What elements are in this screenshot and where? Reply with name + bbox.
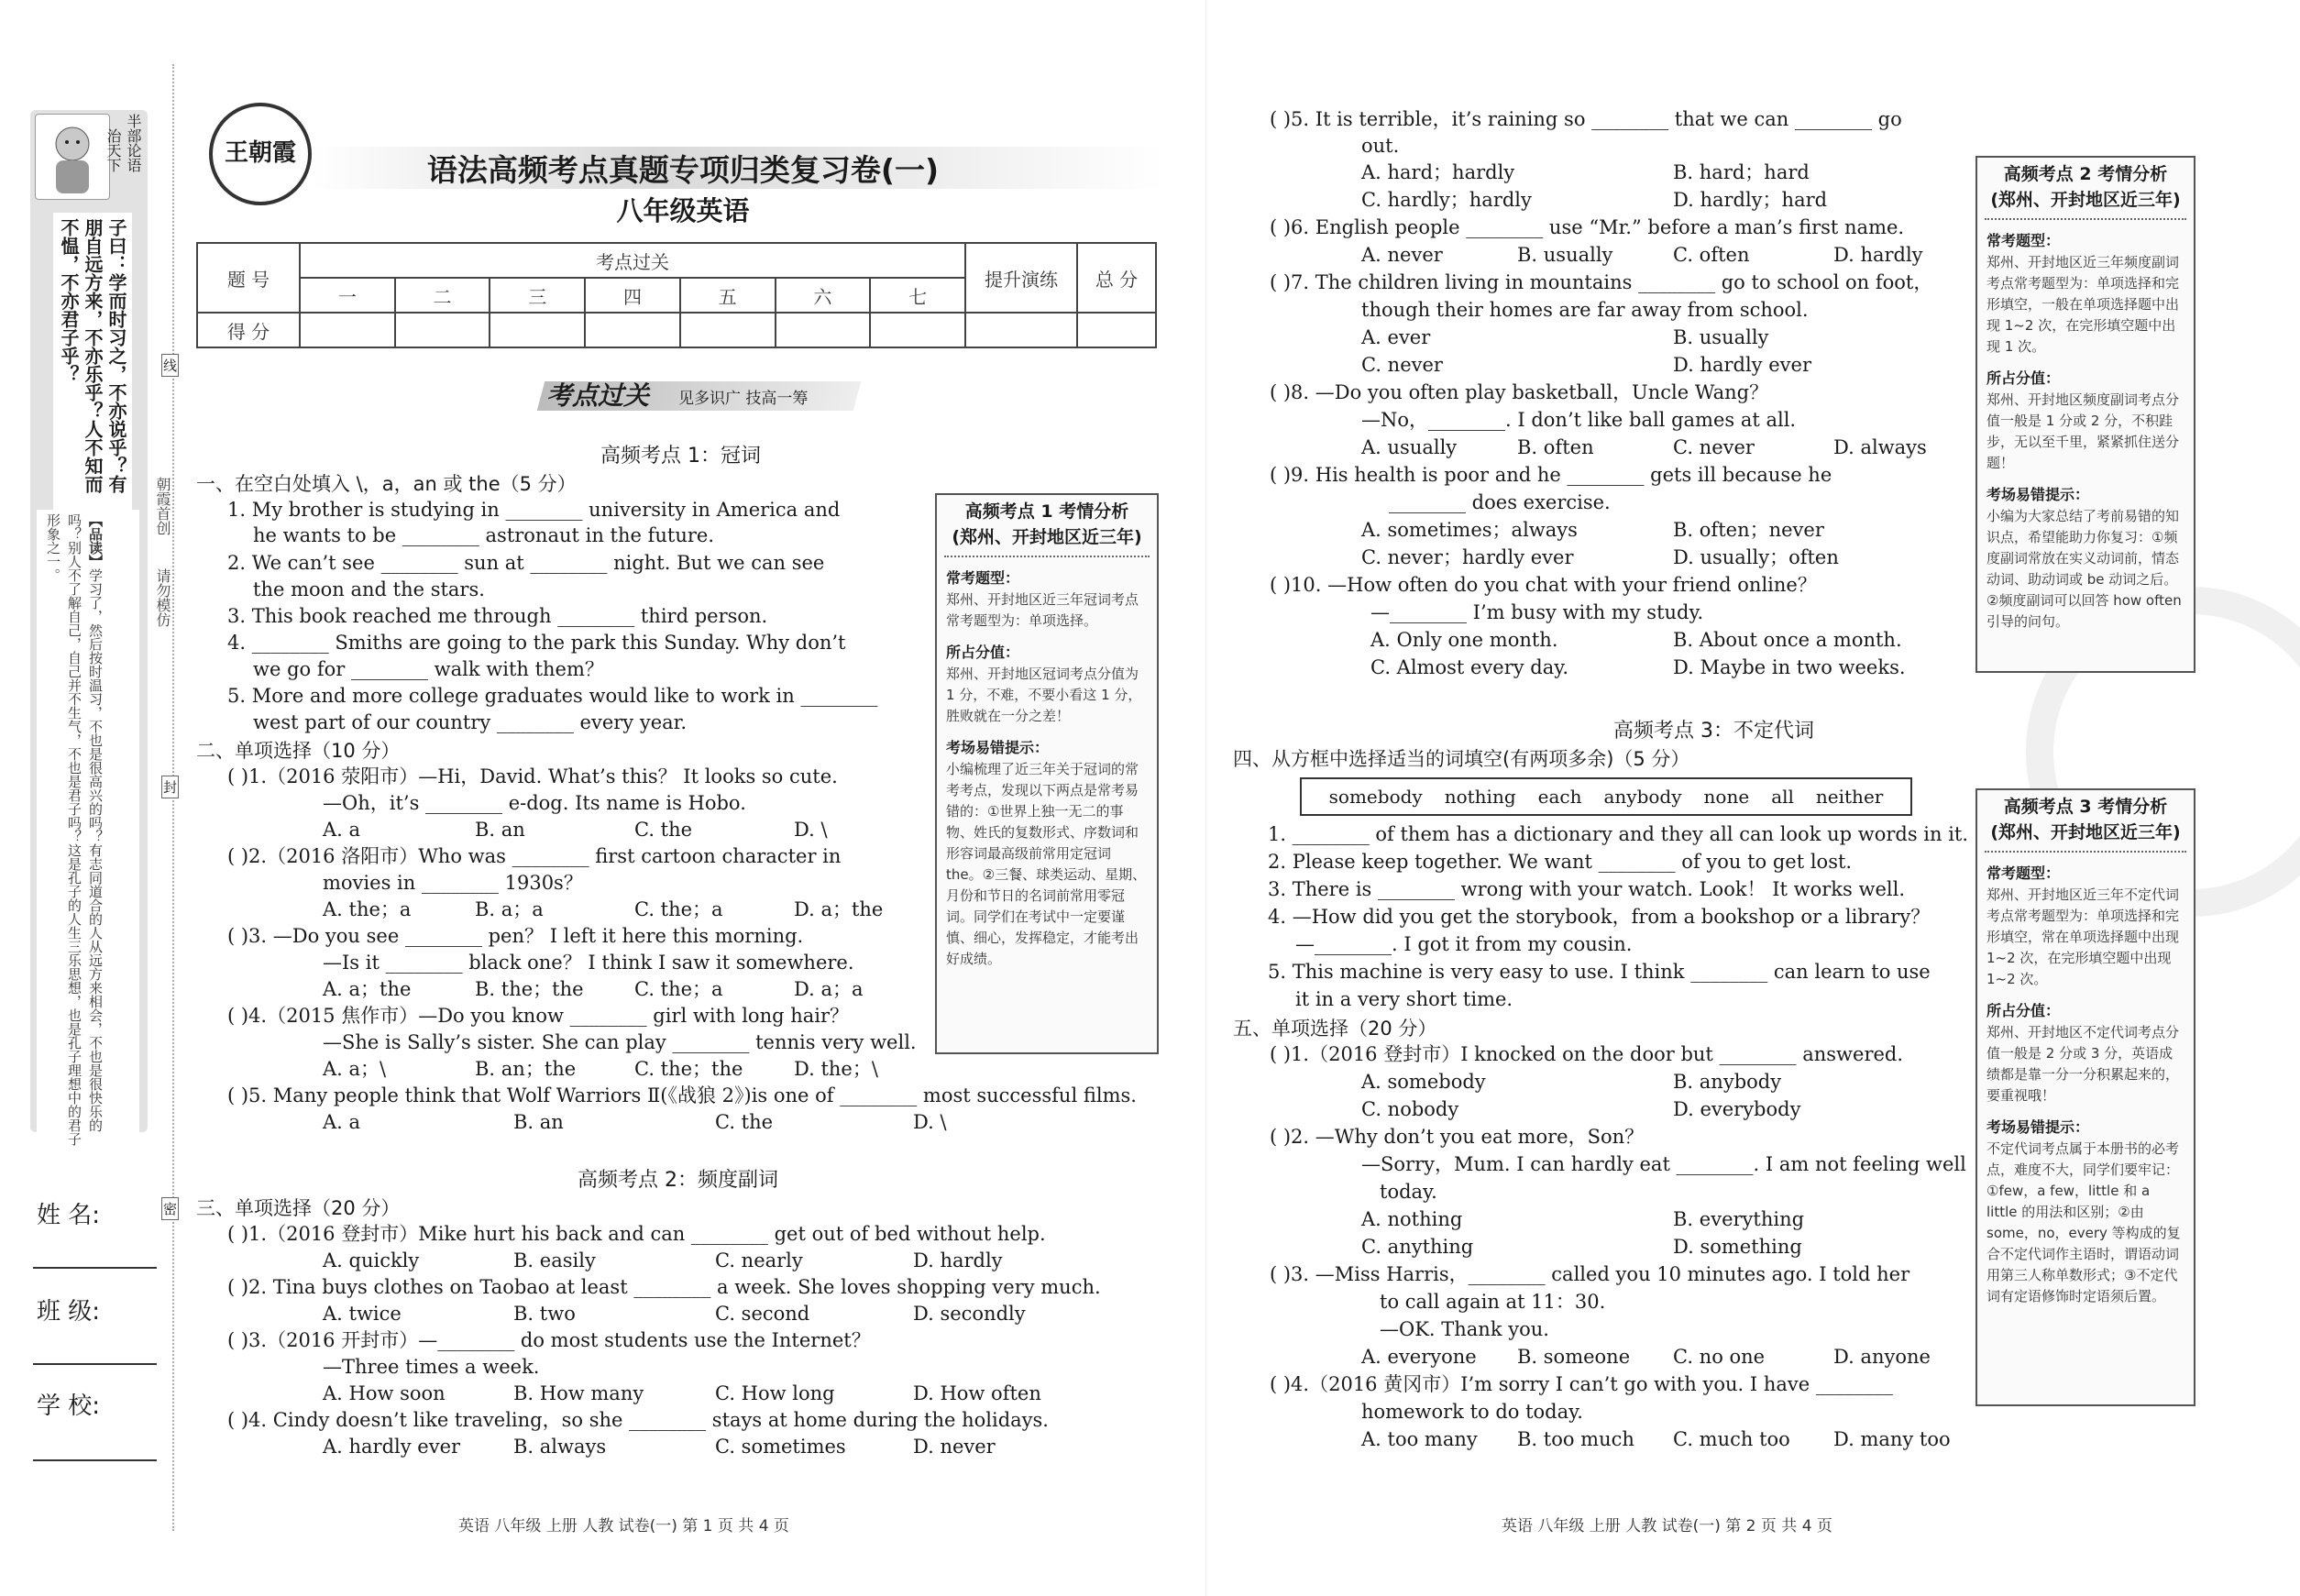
page-title: 语法高频考点真题专项归类复习卷(一) bbox=[426, 152, 940, 188]
kd1-heading: 高频考点 1：冠词 bbox=[600, 445, 761, 468]
th-zongfen: 总 分 bbox=[1077, 243, 1156, 313]
mc3-q1-a: A. quickly bbox=[323, 1249, 420, 1271]
box1-p2: 郑州、开封地区冠词考点分值为 1 分，不难，不要小看这 1 分，胜败就在一分之差！ bbox=[946, 666, 1142, 724]
box3-h1: 常考题型： bbox=[1986, 864, 2061, 882]
mc3-q2-d: D. secondly bbox=[913, 1303, 1026, 1325]
r-mc3-q9-b: ________ does exercise. bbox=[1389, 491, 1611, 513]
score-cell-1[interactable] bbox=[300, 313, 395, 347]
kd2-heading: 高频考点 2：频度副词 bbox=[578, 1169, 778, 1192]
score-cell-total[interactable] bbox=[1077, 313, 1156, 347]
mc3-q4-c: C. sometimes bbox=[715, 1436, 846, 1458]
q1-line-5: 3. This book reached me through ________ third person. bbox=[227, 605, 768, 627]
mc3-q3-d: D. How often bbox=[913, 1382, 1041, 1404]
name-field[interactable] bbox=[33, 1267, 157, 1269]
mc3-q3-a: A. How soon bbox=[323, 1382, 446, 1404]
mc3-q1-c: C. nearly bbox=[715, 1249, 803, 1271]
mc3-q2: ( )2. Tina buys clothes on Taobao at least ________ a week. She loves shopping very much. bbox=[227, 1276, 1101, 1298]
mc5-q1-a: A. somebody bbox=[1361, 1071, 1486, 1093]
mc3-q3: ( )3.（2016 开封市）—________ do most students use the Internet？ bbox=[227, 1329, 871, 1351]
q1-line-1: 1. My brother is studying in ________ university in America and bbox=[227, 499, 841, 521]
mc3-q3-b2: B. How many bbox=[513, 1382, 644, 1404]
r-mc3-q7-c: C. never bbox=[1361, 354, 1443, 376]
analysis-box-1 bbox=[935, 493, 1159, 1054]
box3-p1: 郑州、开封地区近三年不定代词考点常考题型为：单项选择和完形填空，常在单项选择题中出现 1~2 次，在完形填空题中出现 1~2 次。 bbox=[1986, 886, 2180, 987]
mc5-q3-d: D. anyone bbox=[1833, 1346, 1931, 1368]
q4-line-2: 2. Please keep together. We want ________ of you to get lost. bbox=[1268, 851, 1853, 873]
binding-mark-2: 封 bbox=[161, 776, 179, 798]
mc5-q1-b: B. anybody bbox=[1673, 1071, 1782, 1093]
binding-mark-3: 密 bbox=[161, 1197, 179, 1220]
q1-line-9: west part of our country ________ every year. bbox=[253, 711, 688, 733]
mc5-q2-c: today. bbox=[1380, 1181, 1437, 1203]
r-mc3-q7-d: D. hardly ever bbox=[1673, 354, 1811, 376]
box1-title: 高频考点 1 考情分析 (郑州、开封地区近三年) bbox=[944, 495, 1150, 557]
th-4: 四 bbox=[585, 278, 680, 313]
binding-text-2: 请勿模仿 bbox=[154, 568, 171, 627]
r-mc3-q5-d: D. hardly；hard bbox=[1673, 189, 1828, 211]
mc2-q3: ( )3. —Do you see ________ pen？ I left it here this morning. bbox=[227, 925, 804, 947]
mc2-q4-d: D. the；\ bbox=[794, 1058, 878, 1080]
th-2: 二 bbox=[395, 278, 490, 313]
mc2-q2-c: C. the；a bbox=[634, 898, 723, 920]
word-4: none bbox=[1703, 786, 1750, 808]
mc2-q2-b: movies in ________ 1930s？ bbox=[323, 872, 583, 894]
binding-text-1: 朝霞首创 bbox=[154, 477, 171, 535]
r-mc3-q9-c: C. never；hardly ever bbox=[1361, 546, 1574, 568]
q1-line-3: 2. We can’t see ________ sun at ________ night. But we can see bbox=[227, 552, 825, 574]
mc2-q5-a: A. a bbox=[323, 1111, 361, 1133]
mc2-q2-a: A. the；a bbox=[323, 898, 412, 920]
th-6: 六 bbox=[776, 278, 871, 313]
th-5: 五 bbox=[680, 278, 776, 313]
mc2-q3-b: —Is it ________ black one？ I think I saw it somewhere. bbox=[323, 952, 854, 974]
mc2-q5-c: C. the bbox=[715, 1111, 774, 1133]
mc2-q3-a: A. a；the bbox=[323, 978, 412, 1000]
mc2-q2-b2: B. a；a bbox=[475, 898, 544, 920]
mc5-q2-d: D. something bbox=[1673, 1236, 1802, 1258]
box3-p2: 郑州、开封地区不定代词考点分值一般是 2 分或 3 分，英语成绩都是靠一分一分积累起来的，要重视哦！ bbox=[1986, 1024, 2180, 1104]
school-field[interactable] bbox=[33, 1459, 157, 1461]
word-0: somebody bbox=[1328, 786, 1423, 808]
word-2: each bbox=[1537, 786, 1582, 808]
analysis-box-2 bbox=[1975, 156, 2195, 673]
footer-right: 英语 八年级 上册 人教 试卷(一) 第 2 页 共 4 页 bbox=[1502, 1517, 1832, 1535]
mc5-q2: ( )2. —Why don’t you eat more，Son？ bbox=[1270, 1126, 1645, 1148]
box1-p1: 郑州、开封地区近三年冠词考点常考题型为：单项选择。 bbox=[946, 591, 1139, 629]
mc5-q4-b: homework to do today. bbox=[1361, 1401, 1583, 1423]
box2-h1: 常考题型： bbox=[1986, 232, 2061, 249]
mc2-q4-b2: B. an；the bbox=[475, 1058, 577, 1080]
mc5-q4-a: A. too many bbox=[1361, 1428, 1478, 1450]
r-mc3-q8-b: —No，________. I don’t like ball games at all. bbox=[1361, 409, 1797, 431]
name-label: 姓 名: bbox=[37, 1202, 101, 1229]
score-cell-2[interactable] bbox=[395, 313, 490, 347]
th-tihao: 题 号 bbox=[197, 243, 300, 313]
r-mc3-q6-c: C. often bbox=[1673, 244, 1750, 266]
mc5-q3: ( )3. —Miss Harris，________ called you 10 minutes ago. I told her bbox=[1270, 1263, 1910, 1285]
mc5-q3-a: A. everyone bbox=[1361, 1346, 1477, 1368]
mc3-q3-b: —Three times a week. bbox=[323, 1356, 540, 1378]
mc2-q5-d: D. \ bbox=[913, 1111, 947, 1133]
score-cell-4[interactable] bbox=[585, 313, 680, 347]
box1-h1: 常考题型： bbox=[946, 569, 1020, 587]
r-mc3-q5: ( )5. It is terrible，it’s raining so ________ that we can ________ go bbox=[1270, 108, 1902, 130]
score-cell-7[interactable] bbox=[870, 313, 965, 347]
word-3: anybody bbox=[1603, 786, 1682, 808]
class-label: 班 级: bbox=[37, 1298, 101, 1326]
q1-line-6: 4. ________ Smiths are going to the park this Sunday. Why don’t bbox=[227, 632, 846, 654]
th-kaodian: 考点过关 bbox=[300, 243, 965, 278]
r-mc3-q8-d: D. always bbox=[1833, 436, 1927, 458]
mc3-q1-d: D. hardly bbox=[913, 1249, 1003, 1271]
r-mc3-q10-b2: B. About once a month. bbox=[1673, 629, 1902, 651]
word-5: all bbox=[1771, 786, 1794, 808]
mc5-q2-b2: B. everything bbox=[1673, 1208, 1805, 1230]
th-7: 七 bbox=[870, 278, 965, 313]
mc2-q4-c: C. the；the bbox=[634, 1058, 743, 1080]
mc2-q3-b2: B. the；the bbox=[475, 978, 584, 1000]
mc3-q2-b: B. two bbox=[513, 1303, 576, 1325]
word-1: nothing bbox=[1444, 786, 1516, 808]
r-mc3-q7-b: though their homes are far away from school. bbox=[1361, 299, 1809, 321]
th-tisheng: 提升演练 bbox=[965, 243, 1077, 313]
q1-line-2: he wants to be ________ astronaut in the future. bbox=[253, 524, 715, 546]
r-mc3-q6-b: B. usually bbox=[1517, 244, 1613, 266]
center-fold bbox=[1205, 0, 1206, 1596]
r-mc3-q7: ( )7. The children living in mountains ________ go to school on foot， bbox=[1270, 271, 1933, 293]
score-cell-5[interactable] bbox=[680, 313, 776, 347]
r-mc3-q6-d: D. hardly bbox=[1833, 244, 1923, 266]
section-5-title: 五、单项选择（20 分） bbox=[1233, 1018, 1437, 1040]
mc5-q3-b2: B. someone bbox=[1517, 1346, 1631, 1368]
strip-small-2: 治天下 bbox=[105, 128, 122, 172]
mc2-q1-d: D. \ bbox=[794, 819, 828, 841]
section-2-title: 二、单项选择（10 分） bbox=[196, 740, 401, 762]
strip-small-1: 半部论语 bbox=[125, 114, 142, 172]
logo-text: 王朝霞 bbox=[224, 139, 296, 167]
banner-main: 考点过关 bbox=[546, 380, 650, 411]
mc5-q3-c2: C. no one bbox=[1673, 1346, 1766, 1368]
r-mc3-q10-a: A. Only one month. bbox=[1370, 629, 1558, 651]
mc2-q5: ( )5. Many people think that Wolf Warriors Ⅱ(《战狼 2》)is one of ________ most successful films. bbox=[227, 1084, 1137, 1106]
mc3-q1-b: B. easily bbox=[513, 1249, 596, 1271]
mc3-q3-c: C. How long bbox=[715, 1382, 835, 1404]
mc3-q4: ( )4. Cindy doesn’t like traveling，so she ________ stays at home during the holidays. bbox=[227, 1409, 1049, 1431]
q4-line-6: 5. This machine is very easy to use. I think ________ can learn to use bbox=[1268, 961, 1931, 983]
box2-p1: 郑州、开封地区近三年频度副词考点常考题型为：单项选择和完形填空，一般在单项选择题中出现 1~2 次，在完形填空题中出现 1 次。 bbox=[1986, 254, 2180, 355]
r-mc3-q6-a: A. never bbox=[1361, 244, 1443, 266]
r-mc3-q5-b2: B. hard；hard bbox=[1673, 161, 1810, 183]
section-3-title: 三、单项选择（20 分） bbox=[196, 1197, 401, 1219]
r-mc3-q8: ( )8. —Do you often play basketball，Uncle Wang？ bbox=[1270, 381, 1769, 403]
r-mc3-q7-b2: B. usually bbox=[1673, 326, 1769, 348]
box1-h2: 所占分值： bbox=[946, 644, 1020, 661]
word-box bbox=[1300, 777, 1912, 816]
r-mc3-q8-b2: B. often bbox=[1517, 436, 1594, 458]
score-cell-6[interactable] bbox=[776, 313, 871, 347]
section-1-title: 一、在空白处填入 \，a，an 或 the（5 分） bbox=[196, 473, 577, 495]
td-defen: 得 分 bbox=[197, 313, 300, 347]
mc3-q1: ( )1.（2016 登封市）Mike hurt his back and can ________ get out of bed without help. bbox=[227, 1223, 1046, 1245]
mc5-q1-c: C. nobody bbox=[1361, 1098, 1459, 1120]
r-mc3-q10-b: —________ I’m busy with my study. bbox=[1370, 601, 1704, 623]
mc2-q5-b: B. an bbox=[513, 1111, 564, 1133]
r-mc3-q5-a: A. hard；hardly bbox=[1361, 161, 1515, 183]
r-mc3-q9-b2: B. often；never bbox=[1673, 519, 1824, 541]
box2-p3: 小编为大家总结了考前易错的知识点，希望能助力你复习：①频度副词常放在实义动词前，情态动词、助动词或 be 动词之后。②频度副词可以回答 how often 引导的问句。 bbox=[1986, 508, 2182, 630]
box3-h3: 考场易错提示： bbox=[1986, 1118, 2090, 1136]
analysis-box-3 bbox=[1975, 788, 2195, 1406]
mc3-q4-a: A. hardly ever bbox=[323, 1436, 461, 1458]
box1-h3: 考场易错提示： bbox=[946, 739, 1050, 756]
score-cell-3[interactable] bbox=[490, 313, 585, 347]
box2-h2: 所占分值： bbox=[1986, 369, 2061, 387]
q4-line-4: 4. —How did you get the storybook，from a bookshop or a library？ bbox=[1268, 906, 1931, 928]
banner-small: 见多识广 技高一筹 bbox=[678, 390, 809, 408]
r-mc3-q6: ( )6. English people ________ use “Mr.” before a man’s first name. bbox=[1270, 216, 1905, 238]
mc3-q4-d: D. never bbox=[913, 1436, 996, 1458]
box2-title: 高频考点 2 考情分析 (郑州、开封地区近三年) bbox=[1985, 158, 2186, 220]
binding-mark-1: 线 bbox=[161, 354, 179, 377]
r-mc3-q10-d: D. Maybe in two weeks. bbox=[1673, 656, 1906, 678]
mc2-q1-b: —Oh，it’s ________ e-dog. Its name is Hobo. bbox=[323, 792, 746, 814]
class-field[interactable] bbox=[33, 1363, 157, 1365]
r-mc3-q5-c: C. hardly；hardly bbox=[1361, 189, 1532, 211]
box3-h2: 所占分值： bbox=[1986, 1002, 2061, 1019]
q4-line-5: —________. I got it from my cousin. bbox=[1295, 933, 1633, 955]
strip-quote: 子曰：学而时习之，不亦说乎？有朋自远方来，不亦乐乎？人不知而不愠，不亦君子乎？ bbox=[53, 213, 132, 515]
footer-left: 英语 八年级 上册 人教 试卷(一) 第 1 页 共 4 页 bbox=[458, 1517, 789, 1535]
pindu-body: 学习了，然后按时温习，不也是很高兴的吗？有志同道合的人从远方来相会，不也是很快乐的吗？别人不了解自己，自己并不生气，不也是君子吗？这是孔子的人生三乐思想，也是孔子理想中的君子形象之一。 bbox=[45, 513, 104, 1146]
mc5-q3-c: —OK. Thank you. bbox=[1380, 1318, 1549, 1340]
pindu-text bbox=[42, 513, 105, 1146]
mc5-q1-d: D. everybody bbox=[1673, 1098, 1801, 1120]
mc2-q1: ( )1.（2016 荥阳市）—Hi，David. What’s this？ It looks so cute. bbox=[227, 765, 838, 787]
mc5-q3-b: to call again at 11：30. bbox=[1380, 1291, 1606, 1313]
r-mc3-q7-a: A. ever bbox=[1361, 326, 1431, 348]
q4-line-1: 1. ________ of them has a dictionary and they all can look up words in it. bbox=[1268, 823, 1969, 845]
page-subtitle: 八年级英语 bbox=[616, 195, 750, 226]
box2-p2: 郑州、开封地区频度副词考点分值一般是 1 分或 2 分，不积跬步，无以至千里，紧紧抓住送分题！ bbox=[1986, 391, 2180, 471]
mc5-q1: ( )1.（2016 登封市）I knocked on the door but ________ answered. bbox=[1270, 1043, 1904, 1065]
score-cell-tisheng[interactable] bbox=[965, 313, 1077, 347]
r-mc3-q9: ( )9. His health is poor and he ________ gets ill because he bbox=[1270, 464, 1832, 486]
school-label: 学 校: bbox=[37, 1392, 101, 1420]
r-mc3-q8-c: C. never bbox=[1673, 436, 1755, 458]
q1-line-4: the moon and the stars. bbox=[253, 578, 485, 600]
box1-p3: 小编梳理了近三年关于冠词的常考考点，发现以下两点是常考易错的：①世界上独一无二的事物、姓氏的复数形式、序数词和形容词最高级前常用定冠词 the。②三餐、球类运动、星期、月份和节日的名词前常用零冠词。同学们在考试中一定要谨慎、细心，发挥稳定，才能考出好成绩。 bbox=[946, 761, 1147, 967]
r-mc3-q9-d: D. usually；often bbox=[1673, 546, 1839, 568]
mc2-q4: ( )4.（2015 焦作市）—Do you know ________ girl with long hair？ bbox=[227, 1005, 850, 1027]
mc5-q4-b2: B. too much bbox=[1517, 1428, 1634, 1450]
mc2-q2: ( )2.（2016 洛阳市）Who was ________ first cartoon character in bbox=[227, 845, 842, 867]
mc2-q1-c: C. the bbox=[634, 819, 693, 841]
score-table bbox=[196, 242, 1157, 348]
q1-line-8: 5. More and more college graduates would like to work in ________ bbox=[227, 685, 878, 707]
mc2-q3-c: C. the；a bbox=[634, 978, 723, 1000]
section-4-title: 四、从方框中选择适当的词填空(有两项多余)（5 分） bbox=[1233, 748, 1690, 770]
box2-h3: 考场易错提示： bbox=[1986, 486, 2090, 503]
pindu-label: 【品读】 bbox=[87, 513, 104, 568]
r-mc3-q10: ( )10. —How often do you chat with your friend online？ bbox=[1270, 574, 1817, 596]
mc5-q4-d: D. many too bbox=[1833, 1428, 1951, 1450]
mc3-q2-a: A. twice bbox=[323, 1303, 402, 1325]
q1-line-7: we go for ________ walk with them？ bbox=[253, 658, 604, 680]
mc5-q4: ( )4.（2016 黄冈市）I’m sorry I can’t go with you. I have ________ bbox=[1270, 1373, 1893, 1395]
mc3-q2-c: C. second bbox=[715, 1303, 810, 1325]
mc2-q3-d: D. a；a bbox=[794, 978, 864, 1000]
mc5-q2-b: —Sorry，Mum. I can hardly eat ________. I am not feeling well bbox=[1361, 1153, 1966, 1175]
word-6: neither bbox=[1815, 786, 1884, 808]
r-mc3-q8-a: A. usually bbox=[1361, 436, 1458, 458]
mc2-q1-b2: B. an bbox=[475, 819, 525, 841]
mc3-q4-b: B. always bbox=[513, 1436, 607, 1458]
th-3: 三 bbox=[490, 278, 585, 313]
kd3-heading: 高频考点 3：不定代词 bbox=[1613, 720, 1814, 743]
q4-line-7: it in a very short time. bbox=[1295, 988, 1513, 1010]
r-mc3-q5-b: out. bbox=[1361, 135, 1400, 157]
box3-title: 高频考点 3 考情分析 (郑州、开封地区近三年) bbox=[1985, 790, 2186, 853]
mc2-q2-d: D. a；the bbox=[794, 898, 884, 920]
box3-p3: 不定代词考点属于本册书的必考点，难度不大，同学们要牢记：①few，a few，little 和 a little 的用法和区别；②由 some，no，every 等构成的复合不定代词作主语时，谓语动词用第三人称单数形式；③不定代词有定语修饰时定语须后置。 bbox=[1986, 1140, 2181, 1304]
mc5-q2-a: A. nothing bbox=[1361, 1208, 1463, 1230]
mc5-q2-c2: C. anything bbox=[1361, 1236, 1474, 1258]
mc2-q1-a: A. a bbox=[323, 819, 361, 841]
mc5-q4-c: C. much too bbox=[1673, 1428, 1790, 1450]
mc2-q4-b: —She is Sally’s sister. She can play ________ tennis very well. bbox=[323, 1031, 917, 1053]
th-1: 一 bbox=[300, 278, 395, 313]
mc2-q4-a: A. a；\ bbox=[323, 1058, 387, 1080]
q4-line-3: 3. There is ________ wrong with your watch. Look！ It works well. bbox=[1268, 878, 1905, 900]
r-mc3-q10-c: C. Almost every day. bbox=[1370, 656, 1569, 678]
r-mc3-q9-a: A. sometimes；always bbox=[1361, 519, 1578, 541]
